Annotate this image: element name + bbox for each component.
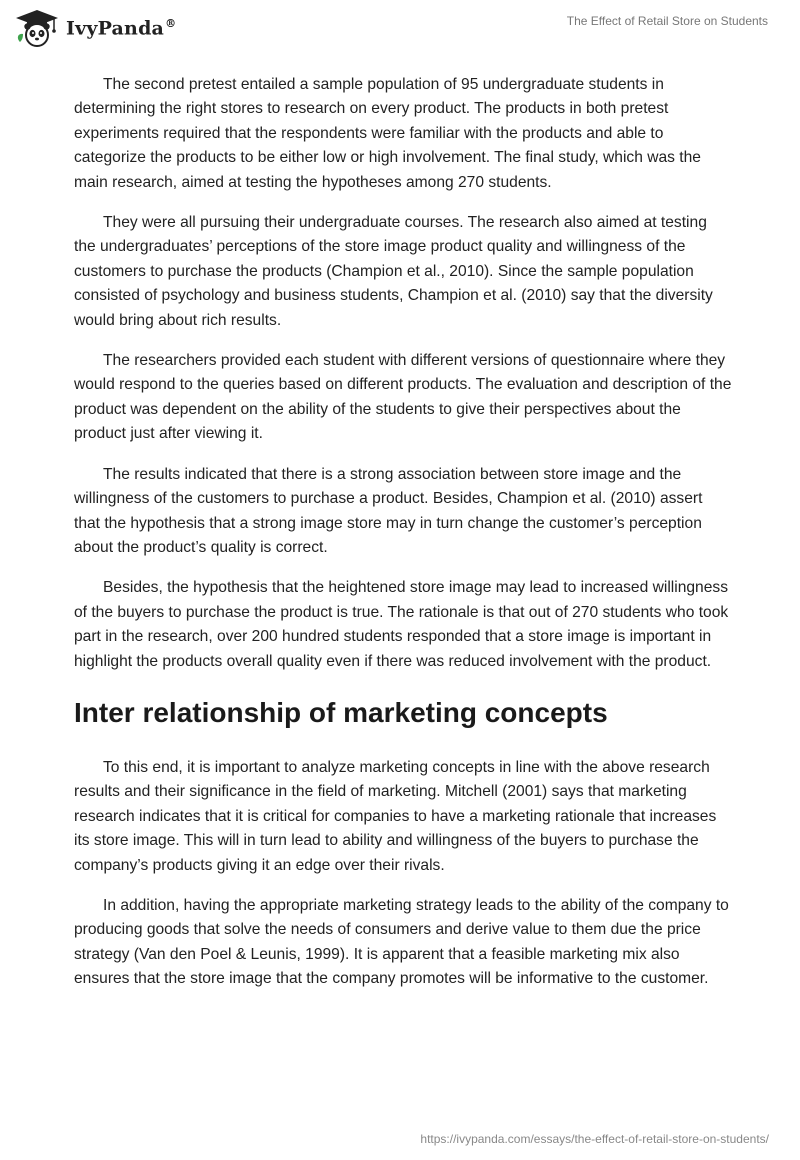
brand-name (66, 17, 176, 39)
registered-mark: ® (165, 16, 177, 30)
source-url[interactable]: https://ivypanda.com/essays/the-effect-of-retail-store-on-students/ (420, 1132, 769, 1146)
brand-logo[interactable] (14, 8, 176, 48)
paragraph: The researchers provided each student with different versions of questionnaire where they would respond to the queries based on different products. The evaluation and description of the product was dependent on the ability of the students to give their perspectives about the product just after viewing it. (74, 352, 732, 443)
document-title: The Effect of Retail Store on Students (566, 14, 768, 28)
article-body (74, 73, 732, 1008)
page-header (0, 0, 800, 60)
paragraph: Besides, the hypothesis that the heightened store image may lead to increased willingness of the buyers to purchase the product is true. The rationale is that out of 270 students who took part in the research, over 200 hundred students responded that a store image is important in highlight the products overall quality even if there was reduced involvement with the product. (74, 579, 729, 670)
paragraph: The results indicated that there is a strong association between store image and the willingness of the customers to purchase a product. Besides, Champion et al. (2010) assert that the hypothesis that a strong image store may in turn change the customer’s perception about the product’s quality is correct. (74, 465, 703, 556)
section-heading: Inter relationship of marketing concepts (74, 696, 608, 728)
brand-name-text: IvyPanda (66, 17, 165, 40)
paragraph: To this end, it is important to analyze marketing concepts in line with the above research results and their significance in the field of marketing. Mitchell (2001) says that marketing research indicates that it is critical for companies to have a marketing rationale that increases its store image. This will in turn lead to ability and willingness of the buyers to purchase the company’s products giving it an edge over their rivals. (74, 758, 717, 874)
panda-graduation-cap-icon (14, 8, 60, 48)
paragraph: They were all pursuing their undergraduate courses. The research also aimed at testing the undergraduates’ perceptions of the store image product quality and willingness of the customers to purchase the products (Champion et al., 2010). Since the sample population consisted of psychology and business students, Champion et al. (2010) say that the diversity would bring about rich results. (74, 214, 713, 329)
paragraph: In addition, having the appropriate marketing strategy leads to the ability of the company to producing goods that solve the needs of consumers and derive value to them due the price strategy (Van den Poel & Leunis, 1999). It is apparent that a feasible marketing mix also ensures that the store image that the company promotes will be informative to the customer. (74, 896, 729, 988)
paragraph: The second pretest entailed a sample population of 95 undergraduate students in determining the right stores to research on every product. The products in both pretest experiments required that the respondents were familiar with the products and able to categorize the products to be either low or high involvement. The final study, which was the main research, aimed at testing the hypotheses among 270 students. (74, 76, 701, 191)
